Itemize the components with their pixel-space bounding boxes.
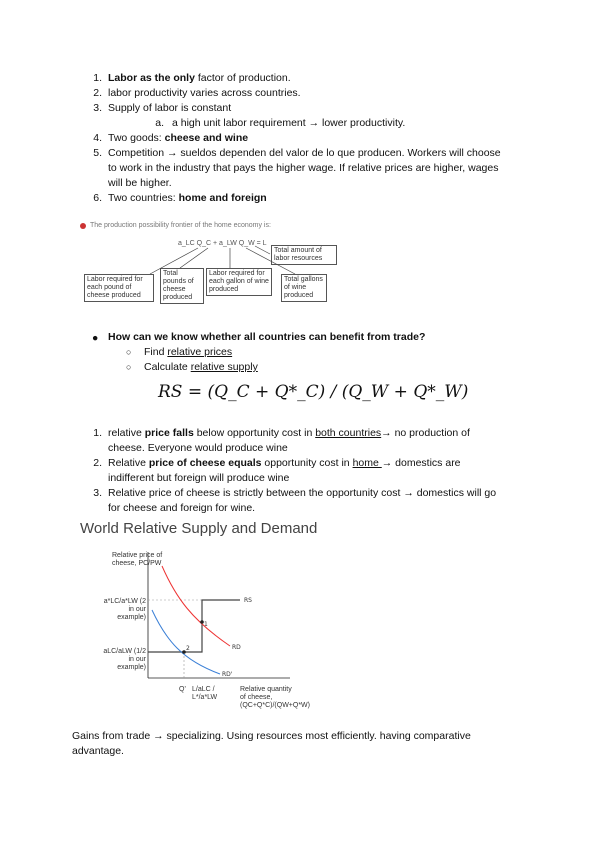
chart-title: World Relative Supply and Demand bbox=[80, 520, 318, 537]
label-labor-cheese: Labor required for each pound of cheese produced bbox=[84, 274, 154, 302]
list-item: Labor as the only factor of production. bbox=[108, 72, 291, 84]
list-number: 6. bbox=[93, 192, 102, 204]
list-number: 3. bbox=[93, 102, 102, 114]
list-number: 1. bbox=[93, 72, 102, 84]
list-item: Relative price of cheese is strictly between the opportunity cost → domestics will go bbox=[108, 487, 497, 499]
list-number: 2. bbox=[93, 457, 102, 469]
list-item: Two countries: home and foreign bbox=[108, 192, 267, 204]
ppf-equation: a_LC Q_C + a_LW Q_W = L bbox=[178, 240, 267, 247]
list-item: Relative price of cheese equals opportunity cost in home → domestics are bbox=[108, 457, 461, 469]
figure-caption: The production possibility frontier of the home economy is: bbox=[90, 222, 271, 229]
list-item-cont: will be higher. bbox=[108, 177, 172, 189]
circle-bullet-icon: ○ bbox=[126, 362, 132, 372]
list-number: 1. bbox=[93, 427, 102, 439]
world-rs-rd-chart bbox=[140, 548, 300, 688]
label-rs: RS bbox=[244, 597, 252, 604]
list-letter: a. bbox=[155, 117, 164, 129]
list-number: 5. bbox=[93, 147, 102, 159]
list-number: 3. bbox=[93, 487, 102, 499]
y-tick-label: a*LC/a*LW (2 in our example) bbox=[103, 598, 146, 621]
list-number: 4. bbox=[93, 132, 102, 144]
label-total-cheese: Total pounds of cheese produced bbox=[160, 268, 204, 304]
label-point-2: 2 bbox=[186, 645, 190, 652]
list-item: labor productivity varies across countries. bbox=[108, 87, 301, 99]
closing-line-2: advantage. bbox=[72, 745, 124, 757]
list-item: relative price falls below opportunity cost in both countries→ no production of bbox=[108, 427, 470, 439]
list-item: Two goods: cheese and wine bbox=[108, 132, 249, 144]
label-rd-prime: RD' bbox=[222, 671, 233, 678]
list-item-cont: cheese. Everyone would produce wine bbox=[108, 442, 288, 454]
label-total-wine: Total gallons of wine produced bbox=[281, 274, 327, 302]
subitem-relative-prices: Find relative prices bbox=[144, 346, 233, 358]
series-rd-prime bbox=[152, 610, 220, 674]
x-tick-label: Q' bbox=[179, 686, 186, 693]
y-tick-label: aLC/aLW (1/2 in our example) bbox=[103, 648, 146, 671]
pointer-lines bbox=[80, 238, 350, 278]
label-total-labor: Total amount of labor resources bbox=[271, 245, 337, 265]
bullet-icon: ● bbox=[92, 332, 99, 344]
x-axis-label: Relative quantity of cheese, (QC+Q*C)/(QW+Q*W) bbox=[240, 686, 310, 709]
list-subitem: a high unit labor requirement → lower productivity. bbox=[172, 117, 406, 129]
list-number: 2. bbox=[93, 87, 102, 99]
label-labor-wine: Labor required for each gallon of wine produced bbox=[206, 268, 272, 296]
subitem-relative-supply: Calculate relative supply bbox=[144, 361, 258, 373]
label-rd: RD bbox=[232, 644, 241, 651]
rs-formula: RS = (Q_C + Q*_C) / (Q_W + Q*_W) bbox=[158, 382, 469, 402]
circle-bullet-icon: ○ bbox=[126, 347, 132, 357]
closing-line-1: Gains from trade → specializing. Using resources most efficiently. having comparative bbox=[72, 730, 471, 742]
x-tick-label: L/aLC / L*/a*LW bbox=[192, 686, 218, 701]
list-item-cont: indifferent but foreign will produce wine bbox=[108, 472, 290, 484]
list-item: Competition → sueldos dependen del valor de lo que producen. Workers will choose bbox=[108, 147, 501, 159]
y-axis-label: Relative price of cheese, PC/PW bbox=[112, 552, 163, 567]
series-rs bbox=[148, 600, 240, 652]
bullet-icon bbox=[80, 223, 86, 229]
label-point-1: 1 bbox=[204, 621, 208, 628]
series-rd bbox=[162, 566, 230, 646]
list-item-cont: for cheese and foreign for wine. bbox=[108, 502, 256, 514]
list-item-cont: to work in the industry that pays the higher wage. If relative prices are higher, wages bbox=[108, 162, 499, 174]
question: How can we know whether all countries can benefit from trade? bbox=[108, 331, 426, 343]
list-item: Supply of labor is constant bbox=[108, 102, 232, 114]
